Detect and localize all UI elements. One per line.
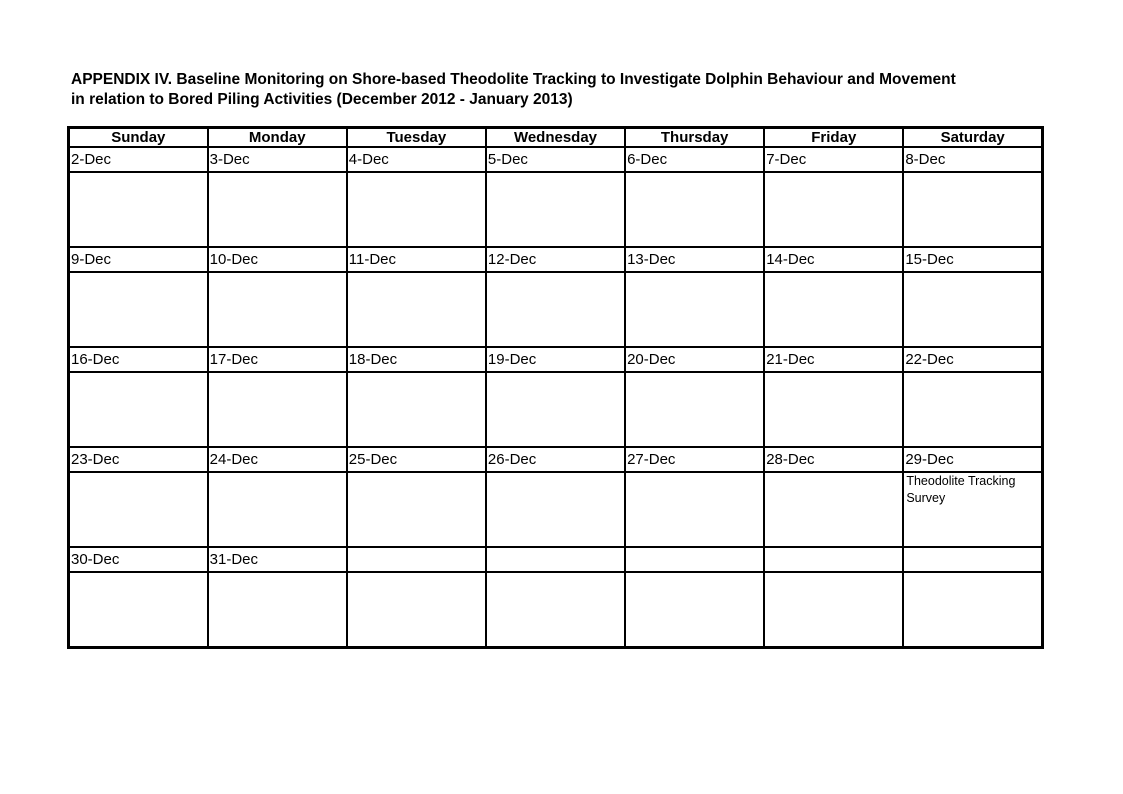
date-cell: 21-Dec	[764, 347, 903, 372]
weekday-header-monday: Monday	[208, 128, 347, 148]
event-cell	[764, 172, 903, 247]
event-cell	[903, 172, 1042, 247]
date-cell: 25-Dec	[347, 447, 486, 472]
event-row	[69, 172, 1043, 247]
date-cell: 8-Dec	[903, 147, 1042, 172]
calendar-table	[67, 126, 1044, 649]
date-cell: 20-Dec	[625, 347, 764, 372]
date-cell: 26-Dec	[486, 447, 625, 472]
date-cell: 24-Dec	[208, 447, 347, 472]
event-cell	[625, 572, 764, 648]
weekday-header-tuesday: Tuesday	[347, 128, 486, 148]
event-cell	[69, 172, 208, 247]
event-cell	[208, 272, 347, 347]
event-cell	[347, 272, 486, 347]
date-cell: 2-Dec	[69, 147, 208, 172]
event-cell	[903, 272, 1042, 347]
date-cell: 14-Dec	[764, 247, 903, 272]
date-cell: 22-Dec	[903, 347, 1042, 372]
event-cell	[347, 372, 486, 447]
weekday-header-wednesday: Wednesday	[486, 128, 625, 148]
date-cell: 12-Dec	[486, 247, 625, 272]
date-row	[69, 447, 1043, 472]
event-cell	[347, 472, 486, 547]
date-cell: 4-Dec	[347, 147, 486, 172]
title-line-2: in relation to Bored Piling Activities (December 2012 - January 2013)	[71, 91, 573, 108]
date-cell: 5-Dec	[486, 147, 625, 172]
title-line-1: APPENDIX IV. Baseline Monitoring on Shore-based Theodolite Tracking to Investigate Dolphin Behaviour and Movement	[71, 71, 956, 88]
date-cell: 7-Dec	[764, 147, 903, 172]
date-cell: 6-Dec	[625, 147, 764, 172]
date-cell	[903, 547, 1042, 572]
date-cell: 29-Dec	[903, 447, 1042, 472]
date-row	[69, 147, 1043, 172]
event-cell	[69, 472, 208, 547]
date-cell: 16-Dec	[69, 347, 208, 372]
weekday-header-friday: Friday	[764, 128, 903, 148]
event-cell	[625, 272, 764, 347]
event-cell	[208, 372, 347, 447]
date-cell: 18-Dec	[347, 347, 486, 372]
event-text: Theodolite Tracking Survey	[906, 474, 1016, 505]
date-cell: 31-Dec	[208, 547, 347, 572]
date-cell: 3-Dec	[208, 147, 347, 172]
event-row	[69, 472, 1043, 547]
event-cell	[764, 272, 903, 347]
event-cell	[486, 472, 625, 547]
date-cell	[486, 547, 625, 572]
event-cell	[208, 472, 347, 547]
event-cell	[486, 372, 625, 447]
weekday-header-saturday: Saturday	[903, 128, 1042, 148]
event-cell	[486, 572, 625, 648]
event-cell	[625, 372, 764, 447]
date-row	[69, 247, 1043, 272]
weekday-header-row	[69, 128, 1043, 148]
date-cell: 28-Dec	[764, 447, 903, 472]
date-cell: 19-Dec	[486, 347, 625, 372]
document-title	[71, 70, 1071, 110]
date-cell: 27-Dec	[625, 447, 764, 472]
event-cell	[764, 472, 903, 547]
event-cell	[486, 272, 625, 347]
date-cell: 17-Dec	[208, 347, 347, 372]
date-cell: 10-Dec	[208, 247, 347, 272]
date-cell: 23-Dec	[69, 447, 208, 472]
date-row	[69, 547, 1043, 572]
event-cell	[625, 472, 764, 547]
date-cell: 13-Dec	[625, 247, 764, 272]
event-cell	[208, 172, 347, 247]
date-cell: 30-Dec	[69, 547, 208, 572]
event-cell	[764, 372, 903, 447]
date-cell: 9-Dec	[69, 247, 208, 272]
date-cell	[625, 547, 764, 572]
event-cell	[208, 572, 347, 648]
event-cell	[764, 572, 903, 648]
event-row	[69, 572, 1043, 648]
event-row	[69, 372, 1043, 447]
weekday-header-sunday: Sunday	[69, 128, 208, 148]
date-cell	[347, 547, 486, 572]
date-cell: 11-Dec	[347, 247, 486, 272]
weekday-header-thursday: Thursday	[625, 128, 764, 148]
event-cell	[903, 572, 1042, 648]
event-cell	[69, 272, 208, 347]
event-cell	[625, 172, 764, 247]
event-cell	[69, 372, 208, 447]
event-cell	[903, 372, 1042, 447]
event-cell	[69, 572, 208, 648]
event-cell	[347, 572, 486, 648]
event-cell	[903, 472, 1042, 547]
date-cell	[764, 547, 903, 572]
event-cell	[347, 172, 486, 247]
date-cell: 15-Dec	[903, 247, 1042, 272]
event-row	[69, 272, 1043, 347]
date-row	[69, 347, 1043, 372]
event-cell	[486, 172, 625, 247]
